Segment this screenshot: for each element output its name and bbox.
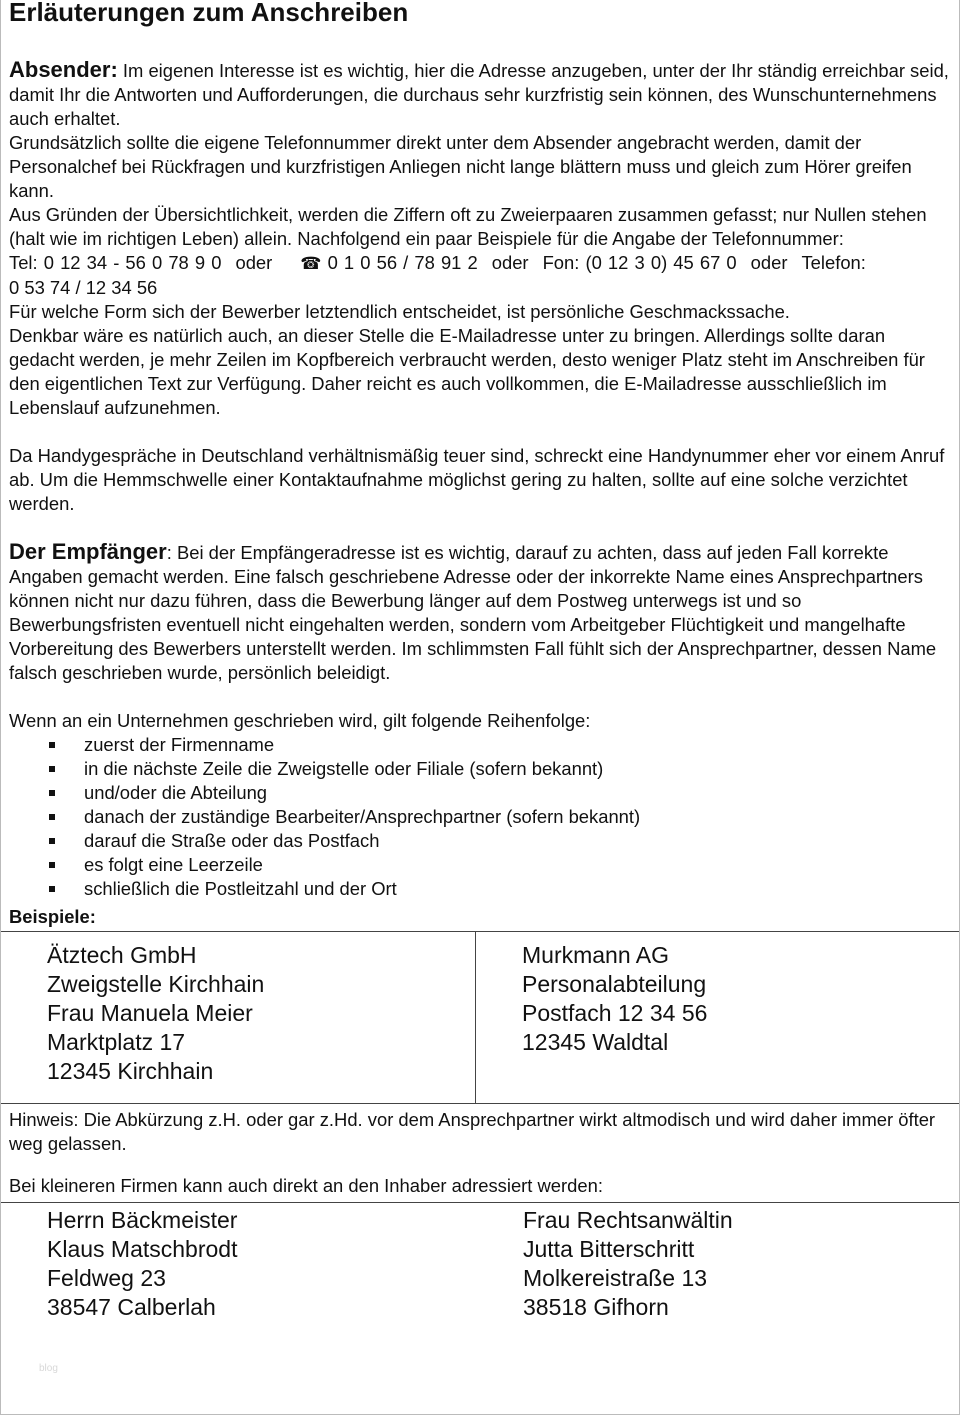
phone-example-4: Telefon: <box>801 252 866 273</box>
list-item: es folgt eine Leerzeile <box>9 853 953 877</box>
list-item: zuerst der Firmenname <box>9 733 953 757</box>
list-item: und/oder die Abteilung <box>9 781 953 805</box>
document-body <box>9 58 953 1336</box>
oder-2: oder <box>491 252 529 273</box>
list-item: schließlich die Postleitzahl und der Ort <box>9 877 953 901</box>
address-example-3: Herrn Bäckmeister Klaus Matschbrodt Feldweg 23 38547 Calberlah <box>47 1207 238 1320</box>
page-title: Erläuterungen zum Anschreiben <box>9 0 409 27</box>
address-example-1: Ätztech GmbH Zweigstelle Kirchhain Frau Manuela Meier Marktplatz 17 12345 Kirchhain <box>1 932 476 1104</box>
address-example-2: Murkmann AG Personalabteilung Postfach 12 34 56 12345 Waldtal <box>522 942 708 1055</box>
list-item: danach der zuständige Bearbeiter/Ansprechpartner (sofern bekannt) <box>9 805 953 829</box>
form-paragraph: Für welche Form sich der Bewerber letztendlich entscheidet, ist persönliche Geschmackssache. <box>9 301 790 322</box>
phone-example-4-number: 0 53 74 / 12 34 56 <box>9 277 158 298</box>
address-example-4: Frau Rechtsanwältin Jutta Bitterschritt Molkereistraße 13 38518 Gifhorn <box>523 1207 733 1320</box>
phone-example-1: Tel: 0 12 34 - 56 0 78 9 0 <box>9 252 222 273</box>
order-intro: Wenn an ein Unternehmen geschrieben wird, gilt folgende Reihenfolge: <box>9 710 591 731</box>
email-paragraph: Denkbar wäre es natürlich auch, an dieser Stelle die E-Mailadresse unter zu bringen. Allerdings sollte daran gedacht werden, je mehr Zeilen im Kopfbereich verbraucht werden, desto weniger Platz steht im Anschreiben für den eigentlichen Text zur Verfügung. Daher reicht es auch vollkommen, die E-Mailadresse ausschließlich im Lebenslauf aufzunehmen. <box>9 325 925 418</box>
company-address-examples <box>1 931 959 1104</box>
order-list <box>9 733 953 901</box>
empfaenger-intro: Der Empfänger: Bei der Empfängeradresse ist es wichtig, darauf zu achten, dass auf jeden Fall korrekte Angaben gemacht werden. Eine falsch geschriebene Adresse oder der inkorrekte Name eines Ansprechpartners können nicht nur dazu führen, dass die Bewerbung länger auf dem Postweg unterwegs ist und so Bewerbungsfristen eventuell nicht eingehalten werden, sondern vom Arbeitgeber Flüchtigkeit und mangelhafte Vorbereitung des Bewerbers unterstellt werden. Im schlimmsten Fall fühlt sich der Ansprechpartner, dessen Name falsch geschrieben wurde, persönlich beleidigt. <box>9 539 937 683</box>
absender-intro: Absender: Im eigenen Interesse ist es wichtig, hier die Adresse anzugeben, unter der Ihr ständig erreichbar seid, damit Ihr die Antworten und Aufforderungen, die durchaus sehr kurzfristig sein können, des Wunschunternehmens auch erhaltet. <box>9 57 949 129</box>
watermark: blog <box>39 1363 58 1374</box>
list-item: darauf die Straße oder das Postfach <box>9 829 953 853</box>
hint-paragraph: Hinweis: Die Abkürzung z.H. oder gar z.Hd. vor dem Ansprechpartner wirkt altmodisch und wird daher immer öfter weg gelassen. <box>9 1109 936 1154</box>
empfaenger-heading: Der Empfänger <box>9 539 167 564</box>
owner-address-examples <box>1 1202 959 1336</box>
phone-placement-paragraph: Grundsätzlich sollte die eigene Telefonnummer direkt unter dem Absender angebracht werden, damit der Personalchef bei Rückfragen und kurzfristigen Anliegen nicht lange blättern muss und gleich zum Hörer greifen kann. <box>9 132 912 201</box>
absender-heading: Absender: <box>9 57 118 82</box>
phone-examples-line <box>9 251 953 276</box>
phone-example-2: 0 1 0 56 / 78 91 2 <box>327 252 478 273</box>
list-item: in die nächste Zeile die Zweigstelle oder Filiale (sofern bekannt) <box>9 757 953 781</box>
examples-label: Beispiele: <box>9 906 96 927</box>
small-firms-paragraph: Bei kleineren Firmen kann auch direkt an den Inhaber adressiert werden: <box>9 1175 603 1196</box>
oder-1: oder <box>235 252 273 273</box>
digits-paragraph: Aus Gründen der Übersichtlichkeit, werden die Ziffern oft zu Zweierpaaren zusammen gefasst; nur Nullen stehen (halt wie im richtigen Leben) allein. Nachfolgend ein paar Beispiele für die Angabe der Telefonnummer: <box>9 204 927 249</box>
oder-3: oder <box>750 252 788 273</box>
telephone-icon: ☎ <box>300 254 322 273</box>
handy-paragraph: Da Handygespräche in Deutschland verhältnismäßig teuer sind, schreckt eine Handynummer eher vor einem Anruf ab. Um die Hemmschwelle einer Kontaktaufnahme möglichst gering zu halten, sollte auf eine solche verzichtet werden. <box>9 445 945 514</box>
phone-example-3: Fon: (0 12 3 0) 45 67 0 <box>542 252 737 273</box>
